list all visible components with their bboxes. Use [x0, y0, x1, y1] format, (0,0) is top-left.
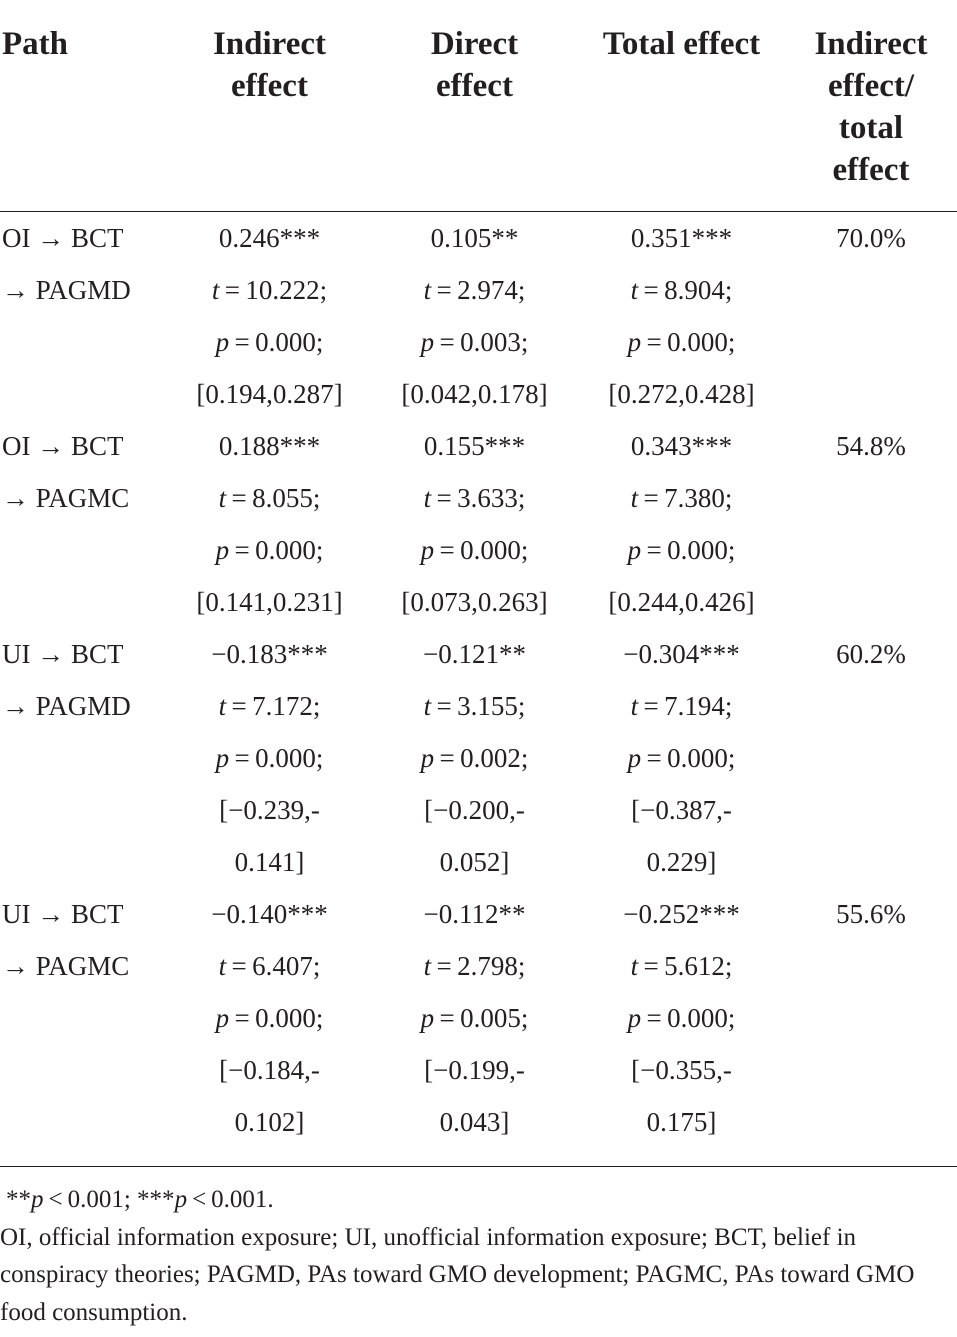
table-row	[0, 992, 957, 1044]
total-effect-cell: p = 0.000;	[627, 535, 736, 565]
ratio-cell	[785, 472, 957, 524]
total-effect-cell: p = 0.000;	[627, 1003, 736, 1033]
direct-effect-cell: [0.073,0.263]	[401, 587, 548, 617]
header-indirect-total-ratio: Indirect effect/ total effect	[785, 0, 957, 212]
ratio-cell	[785, 940, 957, 992]
path-cell: OI → BCT	[2, 223, 124, 253]
table-row	[0, 1096, 957, 1148]
table-row	[0, 732, 957, 784]
direct-effect-cell: −0.112**	[423, 899, 526, 929]
indirect-effect-cell: p = 0.000;	[215, 743, 324, 773]
indirect-effect-cell: 0.102]	[234, 1107, 305, 1137]
path-cell	[0, 836, 168, 888]
direct-effect-cell: p = 0.000;	[420, 535, 529, 565]
path-cell	[0, 368, 168, 420]
ratio-cell: 60.2%	[836, 639, 906, 669]
ratio-cell	[785, 1096, 957, 1148]
direct-effect-cell: 0.043]	[439, 1107, 510, 1137]
indirect-effect-cell: [−0.239,-	[219, 795, 320, 825]
ratio-cell	[785, 732, 957, 784]
direct-effect-cell: [−0.200,-	[424, 795, 525, 825]
indirect-effect-cell: [−0.184,-	[219, 1055, 320, 1085]
total-effect-cell: t = 7.380;	[630, 483, 733, 513]
table-row	[0, 472, 957, 524]
header-direct-effect: Direct effect	[371, 0, 578, 212]
path-cell	[0, 1044, 168, 1096]
path-cell: → PAGMD	[2, 691, 131, 721]
path-cell: UI → BCT	[2, 899, 124, 929]
ratio-cell	[785, 264, 957, 316]
total-effect-cell: [0.244,0.426]	[608, 587, 755, 617]
table-row	[0, 836, 957, 888]
direct-effect-cell: 0.155***	[423, 431, 526, 461]
header-indirect-effect: Indirect effect	[168, 0, 371, 212]
header-path: Path	[0, 0, 168, 212]
direct-effect-cell: 0.105**	[430, 223, 519, 253]
ratio-cell	[785, 1044, 957, 1096]
path-cell	[0, 576, 168, 628]
direct-effect-cell: t = 3.155;	[423, 691, 526, 721]
table-row	[0, 680, 957, 732]
table-row	[0, 264, 957, 316]
table-bottom-rule	[0, 1148, 957, 1167]
indirect-effect-cell: 0.246***	[218, 223, 321, 253]
ratio-cell	[785, 368, 957, 420]
direct-effect-cell: t = 2.974;	[423, 275, 526, 305]
indirect-effect-cell: [0.141,0.231]	[196, 587, 343, 617]
table-header	[0, 0, 957, 212]
ratio-cell: 54.8%	[836, 431, 906, 461]
total-effect-cell: t = 8.904;	[630, 275, 733, 305]
ratio-cell	[785, 576, 957, 628]
total-effect-cell: [0.272,0.428]	[608, 379, 755, 409]
indirect-effect-cell: t = 10.222;	[211, 275, 328, 305]
total-effect-cell: t = 5.612;	[630, 951, 733, 981]
direct-effect-cell: [−0.199,-	[424, 1055, 525, 1085]
ratio-cell: 55.6%	[836, 899, 906, 929]
total-effect-cell: t = 7.194;	[630, 691, 733, 721]
path-cell	[0, 316, 168, 368]
direct-effect-cell: 0.052]	[439, 847, 510, 877]
indirect-effect-cell: [0.194,0.287]	[196, 379, 343, 409]
indirect-effect-cell: t = 7.172;	[218, 691, 321, 721]
table-footnotes	[0, 1181, 957, 1331]
indirect-effect-cell: −0.183***	[211, 639, 328, 669]
table-row	[0, 524, 957, 576]
table-row	[0, 420, 957, 472]
path-cell	[0, 784, 168, 836]
indirect-effect-cell: p = 0.000;	[215, 535, 324, 565]
path-cell	[0, 1096, 168, 1148]
total-effect-cell: 0.175]	[646, 1107, 717, 1137]
direct-effect-cell: [0.042,0.178]	[401, 379, 548, 409]
path-cell: → PAGMD	[2, 275, 131, 305]
path-cell	[0, 992, 168, 1044]
path-cell	[0, 732, 168, 784]
total-effect-cell: −0.252***	[623, 899, 740, 929]
indirect-effect-cell: −0.140***	[211, 899, 328, 929]
direct-effect-cell: p = 0.002;	[420, 743, 529, 773]
ratio-cell	[785, 680, 957, 732]
table-row	[0, 888, 957, 940]
ratio-cell	[785, 992, 957, 1044]
direct-effect-cell: p = 0.005;	[420, 1003, 529, 1033]
total-effect-cell: p = 0.000;	[627, 743, 736, 773]
path-cell: → PAGMC	[2, 951, 130, 981]
table-row	[0, 316, 957, 368]
indirect-effect-cell: p = 0.000;	[215, 1003, 324, 1033]
table-row	[0, 368, 957, 420]
total-effect-cell: 0.351***	[630, 223, 733, 253]
total-effect-cell: 0.343***	[630, 431, 733, 461]
ratio-cell	[785, 836, 957, 888]
table-row	[0, 1044, 957, 1096]
indirect-effect-cell: p = 0.000;	[215, 327, 324, 357]
path-cell	[0, 524, 168, 576]
indirect-effect-cell: t = 6.407;	[218, 951, 321, 981]
abbreviations-note: OI, official information exposure; UI, unofficial information exposure; BCT, belief in conspiracy theories; PAGMD, PAs toward GMO development; PAGMC, PAs toward GMO food consumption.	[0, 1223, 915, 1326]
indirect-effect-cell: t = 8.055;	[218, 483, 321, 513]
direct-effect-cell: p = 0.003;	[420, 327, 529, 357]
table-body	[0, 212, 957, 1167]
ratio-cell: 70.0%	[836, 223, 906, 253]
total-effect-cell: [−0.387,-	[631, 795, 732, 825]
path-cell: → PAGMC	[2, 483, 130, 513]
ratio-cell	[785, 784, 957, 836]
ratio-cell	[785, 316, 957, 368]
header-total-effect: Total effect	[578, 0, 785, 212]
ratio-cell	[785, 524, 957, 576]
indirect-effect-cell: 0.188***	[218, 431, 321, 461]
direct-effect-cell: t = 3.633;	[423, 483, 526, 513]
significance-note: **p < 0.001; ***p < 0.001.	[6, 1186, 274, 1213]
table-row	[0, 212, 957, 265]
table-row	[0, 784, 957, 836]
total-effect-cell: 0.229]	[646, 847, 717, 877]
direct-effect-cell: t = 2.798;	[423, 951, 526, 981]
indirect-effect-cell: 0.141]	[234, 847, 305, 877]
direct-effect-cell: −0.121**	[423, 639, 526, 669]
total-effect-cell: [−0.355,-	[631, 1055, 732, 1085]
table-row	[0, 628, 957, 680]
total-effect-cell: −0.304***	[623, 639, 740, 669]
table-row	[0, 576, 957, 628]
path-cell: UI → BCT	[2, 639, 124, 669]
total-effect-cell: p = 0.000;	[627, 327, 736, 357]
path-cell: OI → BCT	[2, 431, 124, 461]
table-row	[0, 940, 957, 992]
